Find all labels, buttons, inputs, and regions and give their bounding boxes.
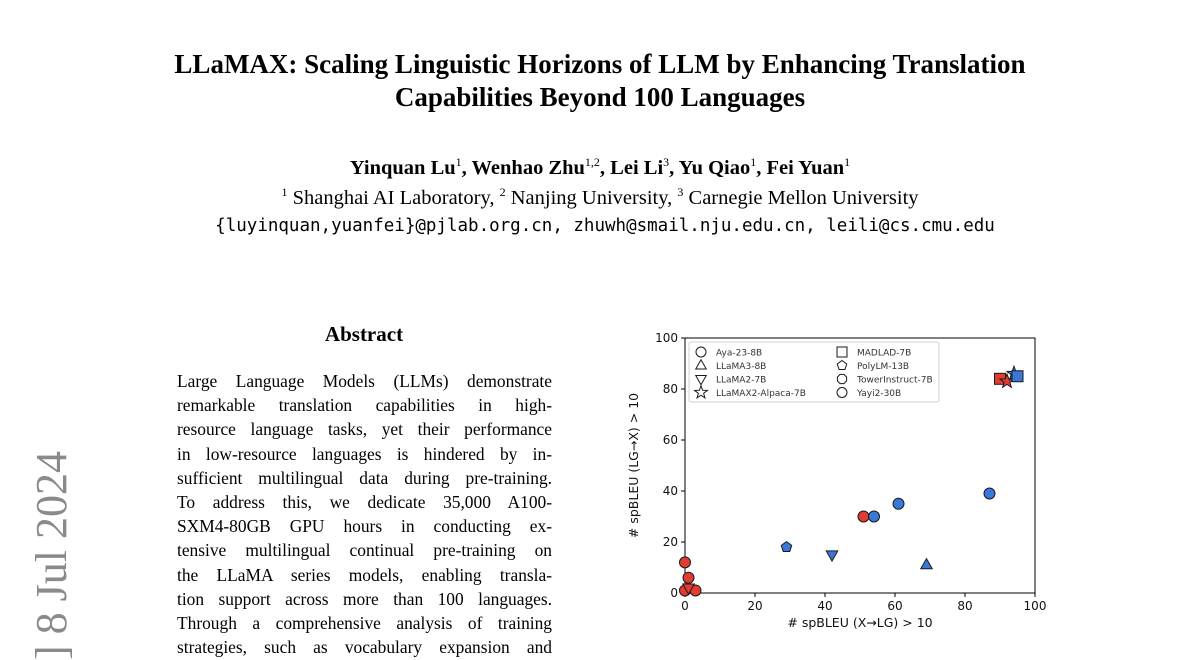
abstract-heading: Abstract: [324, 322, 404, 346]
paper-title: [0, 48, 1200, 114]
abstract-line: Through a comprehensive analysis of training: [177, 612, 552, 633]
author-list: Yinquan Lu$^1$, Wenhao Zhu$^{1,2}$, Lei Li$^3$, Yu Qiao$^1$, Fei Yuan$^1$: [349, 155, 851, 179]
abstract-line: tion support across more than 100 languages.: [177, 588, 552, 609]
y-tick-label: 0: [670, 586, 678, 600]
affiliation-list: $^1$ Shanghai AI Laboratory, $^2$ Nanjing University, $^3$ Carnegie Mellon University: [281, 185, 919, 209]
author-name: Yu Qiao: [678, 157, 751, 179]
data-point: [826, 551, 838, 561]
data-point: [984, 488, 995, 499]
abstract-line: SXM4-80GB GPU hours in conducting ex-: [177, 516, 552, 537]
author-affiliation-marker: 1,2: [584, 155, 600, 169]
abstract-line: sufficient multilingual data during pre-training.: [177, 467, 552, 488]
legend-label: PolyLM-13B: [857, 362, 910, 372]
author-affiliation-marker: 1: [844, 155, 851, 169]
legend-label: LLaMA3-8B: [716, 362, 767, 372]
data-point: [893, 498, 904, 509]
author-name: Wenhao Zhu: [471, 157, 585, 179]
abstract-line: Large Language Models (LLMs) demonstrate: [177, 371, 552, 391]
data-point: [683, 572, 694, 583]
x-tick-label: 0: [681, 599, 689, 613]
data-point: [781, 542, 791, 552]
abstract-line: in low-resource languages is hindered by in-: [177, 443, 552, 464]
y-tick-label: 100: [655, 331, 678, 345]
scatter-chart: [615, 322, 1055, 648]
data-point: [1012, 371, 1023, 382]
author-affiliation-marker: 1: [455, 155, 462, 169]
abstract-line: To address this, we dedicate 35,000 A100-: [177, 491, 552, 512]
x-tick-label: 100: [1023, 599, 1047, 613]
legend-label: TowerInstruct-7B: [857, 375, 933, 386]
abstract-line: remarkable translation capabilities in high-: [177, 395, 552, 416]
data-point: [869, 511, 880, 522]
abstract-line: the LLaMA series models, enabling transla-: [177, 564, 552, 585]
x-axis-label: # spBLEU (X→LG) > 10: [787, 615, 933, 630]
x-tick-label: 60: [887, 599, 903, 613]
affiliation-marker: 3: [677, 185, 684, 199]
y-tick-label: 20: [662, 535, 678, 549]
affiliation-name: Nanjing University: [505, 187, 668, 209]
abstract-line: resource language tasks, yet their performance: [177, 419, 552, 440]
legend-label: LLaMA2-7B: [716, 375, 767, 386]
x-tick-label: 40: [817, 599, 833, 613]
affiliation-name: Carnegie Mellon University: [683, 187, 919, 209]
abstract-line: tensive multilingual continual pre-training on: [177, 540, 552, 561]
arxiv-stamp: ] 8 Jul 2024: [27, 451, 76, 660]
author-affiliation-marker: 3: [663, 155, 670, 169]
affiliation-marker: 1: [281, 185, 288, 199]
y-axis-label: # spBLEU (LG→X) > 10: [626, 392, 641, 539]
author-name: Lei Li: [610, 157, 664, 179]
author-affiliation-marker: 1: [750, 155, 757, 169]
data-point: [680, 557, 691, 568]
data-point: [921, 559, 933, 569]
title-line-2: Capabilities Beyond 100 Languages: [394, 82, 806, 112]
y-tick-label: 60: [662, 433, 678, 447]
y-tick-label: 40: [662, 484, 678, 498]
author-name: Fei Yuan: [766, 157, 845, 179]
legend-label: LLaMAX2-Alpaca-7B: [716, 389, 806, 399]
author-emails: {luyinquan,yuanfei}@pjlab.org.cn, zhuwh@smail.nju.edu.cn, leili@cs.cmu.edu: [215, 216, 995, 236]
legend-label: Aya-23-8B: [716, 348, 763, 359]
author-name: Yinquan Lu: [349, 157, 456, 179]
x-tick-label: 80: [957, 599, 973, 613]
affiliation-name: Shanghai AI Laboratory: [287, 187, 490, 209]
affiliation-marker: 2: [499, 185, 506, 199]
scatter-figure: [615, 322, 1055, 653]
abstract-line: strategies, such as vocabulary expansion and: [177, 637, 552, 658]
data-point: [858, 511, 869, 522]
legend-label: MADLAD-7B: [857, 348, 912, 359]
title-line-1: LLaMAX: Scaling Linguistic Horizons of LLM by Enhancing Translation: [174, 49, 1026, 79]
abstract-body: [177, 369, 552, 659]
x-tick-label: 20: [747, 599, 763, 613]
legend-label: Yayi2-30B: [857, 389, 902, 399]
y-tick-label: 80: [662, 382, 678, 396]
